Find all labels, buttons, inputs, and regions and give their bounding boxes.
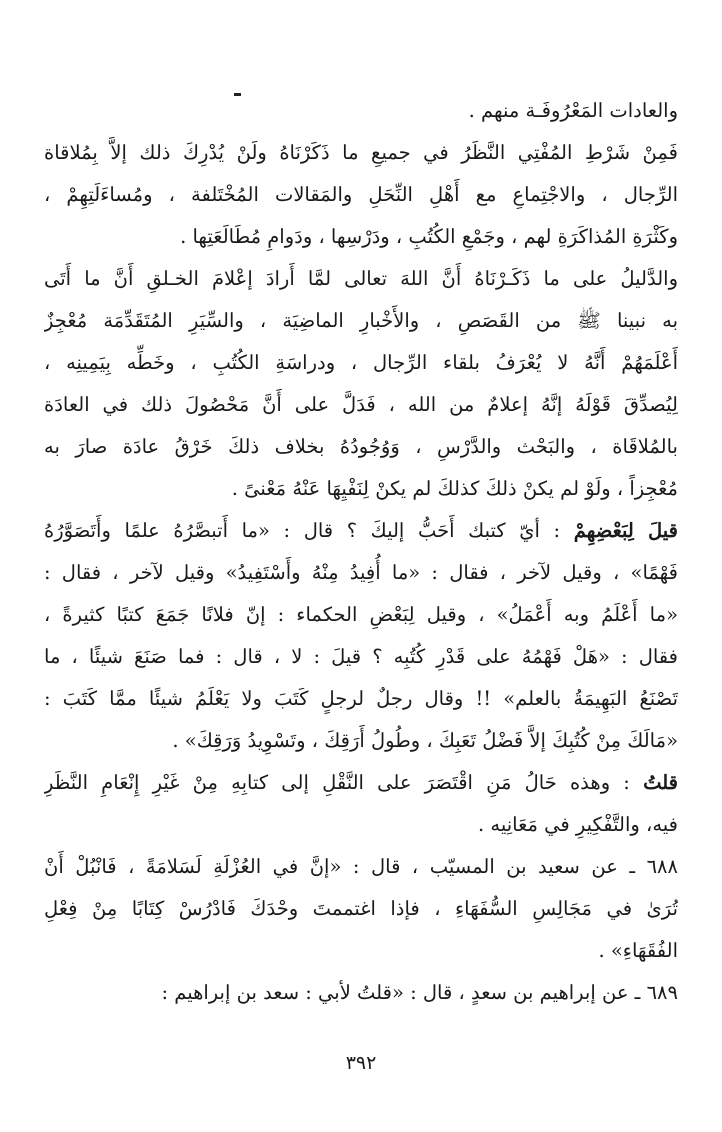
text-line: تَصْنَعُ البَهِيمَةُ بالعلم» !! وقال رجلٌ لرجلٍ كَتَبَ ولا يَعْلَمُ شيئًا ممَّا كَتَبَ : xyxy=(44,687,678,710)
text-line: بالمُلاقَاة ، والبَحْث والدَّرْسِ ، وَوُجُودُهُ بخلاف ذلكَ خَرْقُ عادَة صارَ به xyxy=(44,435,678,458)
text-line: تُرَىٰ في مَجَالِسِ السُّفَهَاءِ ، فإذا اغتممتَ وحْدَكَ فَادْرُسْ كِتَابًا مِنْ فِعْلِ xyxy=(44,897,678,920)
text-line xyxy=(44,510,678,552)
text-line: فقال : «هَلْ فَهْمُهُ على قَدْرِ كُتُبِه ؟ قيلَ : لا ، قال : فما صَنَعَ شيئًا ، ما xyxy=(44,645,678,668)
text-line: الفُقَهَاءِ» . xyxy=(598,939,678,962)
section-lead-word: قلتُ xyxy=(643,771,678,794)
text-line: به نبينا ﷺ من القَصَصِ ، والأَخْبارِ الماضِيَة ، والسِّيَرِ المُتَقَدِّمَة مُعْجِزٌ xyxy=(44,309,678,332)
page-number: ٣٩٢ xyxy=(345,1052,377,1074)
text-line: لِيُصدِّقَ قَوْلَهُ إنَّهُ إعلامٌ من الله ، فَدَلَّ على أَنَّ مَحْصُولَ ذلك في العادَة xyxy=(44,393,678,416)
text-line: أَعْلَمَهُمْ أَنَّهُ لا يُعْرَفُ بلقاء الرِّجال ، ودراسَةِ الكُتُبِ ، وخَطِّه بِيَمِينِه ، xyxy=(44,351,678,374)
text-line: والعادات المَعْرُوفَـة منهم . xyxy=(468,99,678,122)
text-line: «مَالَكَ مِنْ كُتُبِكَ إلاَّ فَضْلُ تَعَبِكَ ، وطُولُ أَرَقِكَ ، وتَسْوِيدُ وَرَقِكَ» . xyxy=(172,729,678,752)
text-line: فَهْمًا» ، وقيل لآخر ، فقال : «ما أُفِيدُ مِنْهُ وأَسْتَفِيدُ» وقيل لآخر ، فقال : xyxy=(44,561,678,584)
text-line: الرِّجال ، والاجْتِماعِ مع أَهْلِ النِّحَلِ والمَقالات المُخْتَلفة ، ومُساءَلَتِهِمْ ، xyxy=(44,183,678,206)
body-text xyxy=(44,90,678,1014)
text-line: وكَثْرَةِ المُذاكَرَةِ لهم ، وجَمْعِ الكُتُبِ ، ودَرْسِها ، ودَوامِ مُطَالَعَتِها . xyxy=(180,225,678,248)
text-line: مُعْجِزاً ، ولَوْ لم يكنْ ذلكَ كذلكَ لم يكنْ لِنَفْيِهَا عَنْهُ مَعْنىً . xyxy=(231,477,678,500)
text-span: : وهذه حَالُ مَنِ اقْتَصَرَ على النَّقْلِ إلى كتابِهِ مِنْ غَيْرِ إِنْعَامِ النَّظَرِ xyxy=(44,771,630,794)
text-span: : أيّ كتبك أَحَبُّ إليكَ ؟ قال : «ما أَتبصَّرُهُ علمًا وأَتَصَوَّرُهُ xyxy=(44,519,561,542)
text-line: فيه، والتَّفْكِيرِ في مَعَانِيه . xyxy=(477,813,678,836)
text-line: ٦٨٨ ـ عن سعيد بن المسيّب ، قال : «إنَّ في العُزْلَةِ لَسَلامَةً ، فَانْبُلْ أَنْ xyxy=(44,855,678,878)
section-lead-word: قيلَ لِبَعْضِهِمْ xyxy=(573,519,678,542)
text-line: فَمِنْ شَرْطِ المُفْتِي النَّظَرُ في جميعِ ما ذَكَرْنَاهُ ولَنْ يُدْرِكَ ذلك إلاَّ بِمُلاقاة xyxy=(44,141,678,164)
text-line: ٦٨٩ ـ عن إبراهيم بن سعدٍ ، قال : «قلتُ لأبي : سعد بن إبراهيم : xyxy=(161,981,678,1004)
text-line: والدَّليلُ على ما ذَكَـرْنَاهُ أَنَّ اللهَ تعالى لمَّا أَرادَ إعْلامَ الخـلقِ أَنَّ ما أَتَى xyxy=(44,267,678,290)
text-line: «ما أَعْلَمُ وبه أَعْمَلُ» ، وقيل لِبَعْضِ الحكماء : إنّ فلانًا جَمَعَ كتبًا كثيرةً ، xyxy=(44,603,678,626)
text-line xyxy=(44,762,678,804)
